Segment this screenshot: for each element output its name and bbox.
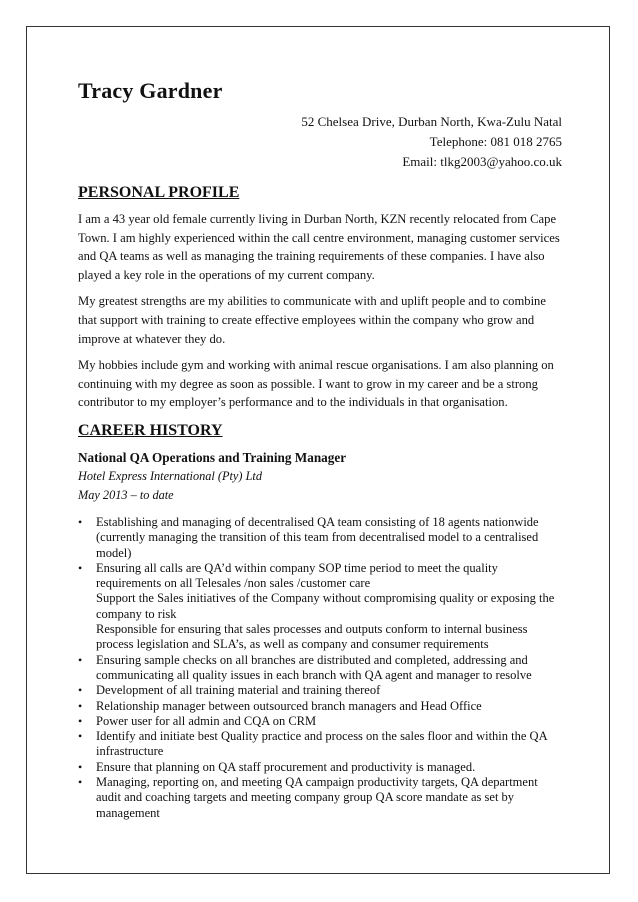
responsibility-text: Establishing and managing of decentralised QA team consisting of 18 agents nationwide (currently managing the transition of this team from decentralised model to a centralised model) <box>96 514 539 560</box>
responsibilities-list <box>78 515 562 821</box>
job-title: National QA Operations and Training Manager <box>78 449 347 465</box>
responsibility-text: Managing, reporting on, and meeting QA campaign productivity targets, QA department audit and coaching targets and meeting company group QA score mandate as set by management <box>96 774 538 820</box>
cv-document <box>78 76 562 821</box>
responsibility-text: Identify and initiate best Quality practice and process on the sales floor and within the QA infrastructure <box>96 729 547 759</box>
bullet-icon: • <box>78 560 83 575</box>
email-line: Email: tlkg2003@yahoo.co.uk <box>402 154 562 169</box>
candidate-name: Tracy Gardner <box>78 78 223 103</box>
job-company: Hotel Express International (Pty) Ltd <box>78 468 262 483</box>
bullet-icon: • <box>78 698 83 713</box>
profile-paragraph: I am a 43 year old female currently living in Durban North, KZN recently relocated from Cape Town. I am highly experienced within the call centre environment, managing customer services and QA teams as well as managing the training requirements of these companies. I have also played a key role in the operations of my current company. <box>78 212 560 282</box>
address-line: 52 Chelsea Drive, Durban North, Kwa-Zulu Natal <box>301 114 562 129</box>
responsibility-item <box>78 683 562 698</box>
responsibility-text: Ensure that planning on QA staff procurement and productivity is managed. <box>96 759 476 774</box>
bullet-icon: • <box>78 652 83 667</box>
responsibility-item <box>78 561 562 653</box>
telephone-line: Telephone: 081 018 2765 <box>429 134 562 149</box>
responsibility-text: Development of all training material and training thereof <box>96 683 381 698</box>
profile-paragraph: My greatest strengths are my abilities to communicate with and uplift people and to combine that support with training to create effective employees within the company who grow and improve at whatever they do. <box>78 294 546 346</box>
contact-block <box>78 112 562 172</box>
bullet-icon: • <box>78 774 83 789</box>
responsibility-item <box>78 699 562 714</box>
responsibility-item <box>78 775 562 821</box>
responsibility-continuation: Support the Sales initiatives of the Company without compromising quality or exposing the company to risk <box>96 591 555 621</box>
responsibility-text: Ensuring sample checks on all branches are distributed and completed, addressing and communicating all quality issues in each branch with QA agent and manager to resolve <box>96 652 532 682</box>
responsibility-continuation: Responsible for ensuring that sales processes and outputs conform to internal business process legislation and SLA’s, as well as company and consumer requirements <box>96 622 528 652</box>
job-dates: May 2013 – to date <box>78 487 174 502</box>
profile-paragraph: My hobbies include gym and working with animal rescue organisations. I am also planning on continuing with my degree as soon as possible. I want to grow in my career and be a strong contributor to my employer’s performance and to the individuals in that organisation. <box>78 358 554 410</box>
career-history-heading: CAREER HISTORY <box>78 421 223 439</box>
bullet-icon: • <box>78 683 83 698</box>
personal-profile-heading: PERSONAL PROFILE <box>78 184 240 201</box>
responsibility-item <box>78 760 562 775</box>
bullet-icon: • <box>78 514 83 529</box>
bullet-icon: • <box>78 729 83 744</box>
responsibility-text: Power user for all admin and CQA on CRM <box>96 713 317 728</box>
bullet-icon: • <box>78 713 83 728</box>
responsibility-item <box>78 515 562 561</box>
bullet-icon: • <box>78 759 83 774</box>
responsibility-item <box>78 729 562 760</box>
responsibility-text: Ensuring all calls are QA’d within company SOP time period to meet the quality requirements on all Telesales /non sales /customer care <box>96 560 498 591</box>
responsibility-item <box>78 714 562 729</box>
responsibility-text: Relationship manager between outsourced branch managers and Head Office <box>96 698 482 713</box>
responsibility-item <box>78 653 562 684</box>
